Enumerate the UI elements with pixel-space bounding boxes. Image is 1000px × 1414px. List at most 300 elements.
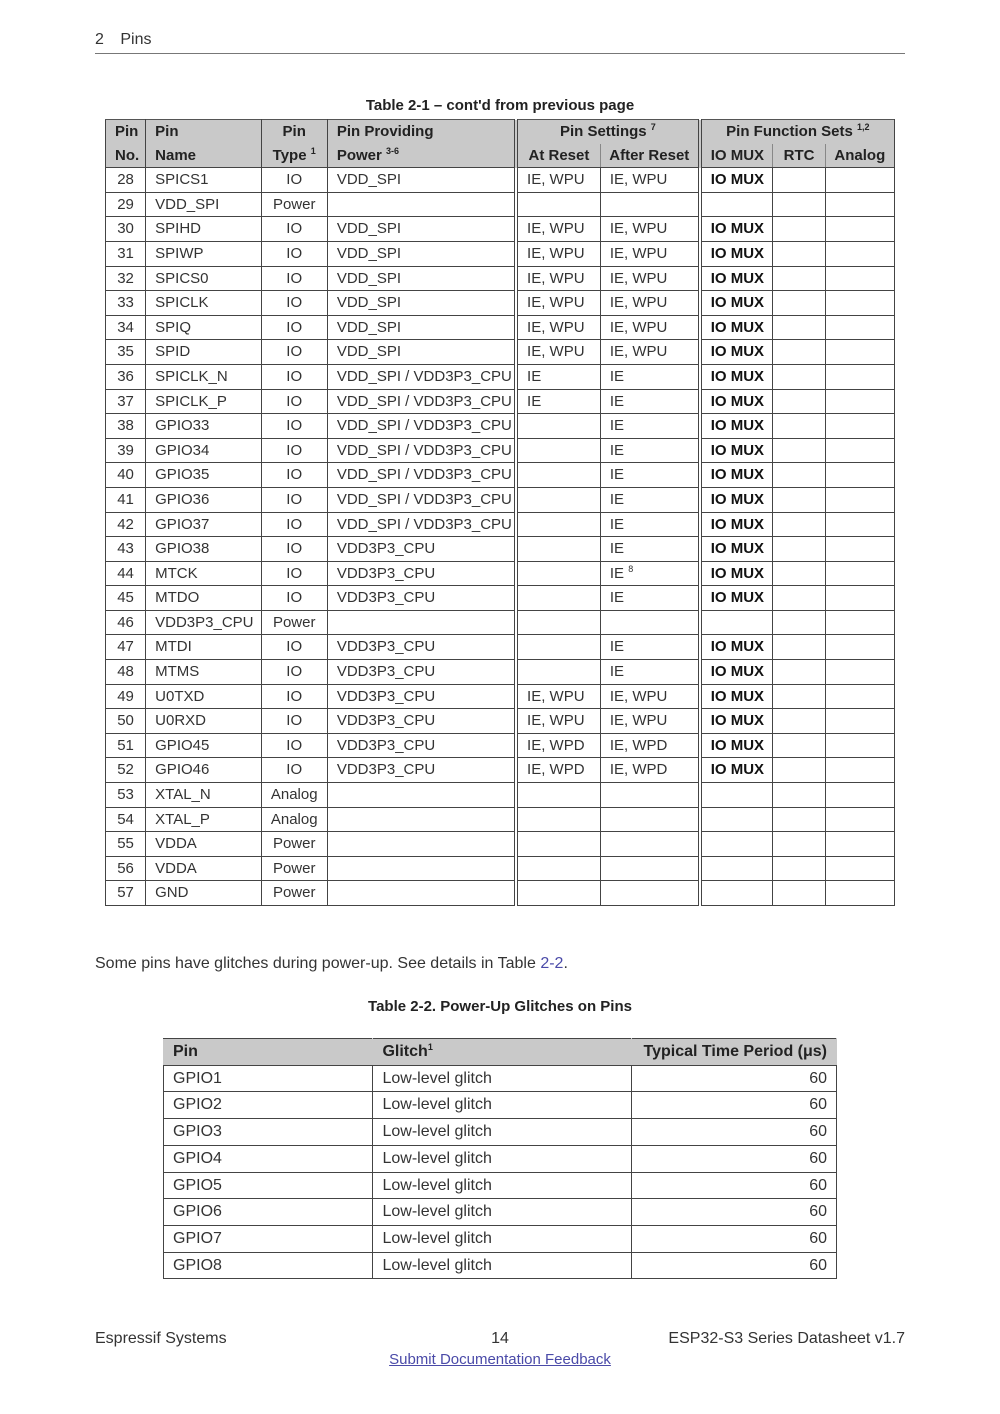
pin-type-cell: IO <box>261 660 327 685</box>
table-row <box>106 487 895 512</box>
rtc-cell <box>773 610 825 635</box>
power-cell: VDD_SPI <box>327 217 516 242</box>
pin-name-cell: SPICLK_P <box>146 389 261 414</box>
pin-number-cell: 53 <box>106 783 146 808</box>
at-reset-cell <box>516 463 600 488</box>
pin-name-cell: U0RXD <box>146 709 261 734</box>
pin-type-cell: IO <box>261 217 327 242</box>
at-reset-cell <box>516 610 600 635</box>
table1-caption: Table 2-1 – cont'd from previous page <box>365 97 635 114</box>
after-reset-cell: IE, WPU <box>600 217 699 242</box>
header-power: Pin Providing <box>327 120 516 144</box>
io-mux-cell: IO MUX <box>700 684 773 709</box>
analog-cell <box>825 807 894 832</box>
at-reset-cell: IE, WPU <box>516 315 600 340</box>
rtc-cell <box>773 414 825 439</box>
pin-name-cell: XTAL_N <box>146 783 261 808</box>
pin-name-cell: XTAL_P <box>146 807 261 832</box>
after-reset-cell: IE <box>600 364 699 389</box>
pin-type-cell: IO <box>261 364 327 389</box>
analog-cell <box>825 487 894 512</box>
analog-cell <box>825 389 894 414</box>
io-mux-cell: IO MUX <box>700 168 773 193</box>
pin-number-cell: 44 <box>106 561 146 586</box>
rtc-cell <box>773 463 825 488</box>
rtc-cell <box>773 340 825 365</box>
rtc-cell <box>773 512 825 537</box>
pin-number-cell: 57 <box>106 881 146 906</box>
power-cell: VDD3P3_CPU <box>327 660 516 685</box>
pin-type-cell: IO <box>261 733 327 758</box>
footer-company: Espressif Systems <box>95 1330 227 1347</box>
header-pin: Pin <box>164 1039 373 1066</box>
pin-name-cell: U0TXD <box>146 684 261 709</box>
power-cell: VDD3P3_CPU <box>327 586 516 611</box>
header-typical-time-period: Typical Time Period (μs) <box>631 1039 836 1066</box>
pin-number-cell: 56 <box>106 856 146 881</box>
analog-cell <box>825 241 894 266</box>
header-pin-name-line2: Name <box>146 144 261 168</box>
after-reset-cell <box>600 807 699 832</box>
table2-caption: Table 2-2. Power-Up Glitches on Pins <box>368 998 632 1015</box>
power-cell: VDD_SPI <box>327 291 516 316</box>
power-cell: VDD_SPI <box>327 315 516 340</box>
analog-cell <box>825 291 894 316</box>
after-reset-cell: IE <box>600 487 699 512</box>
pin-name-cell: GPIO36 <box>146 487 261 512</box>
at-reset-cell <box>516 856 600 881</box>
pin-number-cell: 54 <box>106 807 146 832</box>
table-row <box>164 1119 837 1146</box>
glitch-time-cell: 60 <box>631 1092 836 1119</box>
io-mux-cell: IO MUX <box>700 487 773 512</box>
glitch-time-cell: 60 <box>631 1199 836 1226</box>
rtc-cell <box>773 881 825 906</box>
header-pin-no-line2: No. <box>106 144 146 168</box>
rtc-cell <box>773 291 825 316</box>
pin-name-cell: GND <box>146 881 261 906</box>
chapter-number: 2 <box>95 31 104 48</box>
pin-number-cell: 33 <box>106 291 146 316</box>
pin-name-cell: GPIO35 <box>146 463 261 488</box>
after-reset-cell: IE, WPD <box>600 733 699 758</box>
glitch-type-cell: Low-level glitch <box>373 1199 632 1226</box>
pin-type-cell: IO <box>261 389 327 414</box>
rtc-cell <box>773 487 825 512</box>
table-row <box>106 414 895 439</box>
at-reset-cell <box>516 783 600 808</box>
header-power-line2: Power $^{3-6}$ <box>327 144 516 168</box>
table-row <box>106 512 895 537</box>
pin-number-cell: 49 <box>106 684 146 709</box>
analog-cell <box>825 192 894 217</box>
table-2-2-link[interactable]: 2-2 <box>540 955 564 972</box>
analog-cell <box>825 168 894 193</box>
analog-cell <box>825 438 894 463</box>
rtc-cell <box>773 586 825 611</box>
glitch-type-cell: Low-level glitch <box>373 1145 632 1172</box>
header-pin-settings: Pin Settings $^7$ <box>516 120 700 144</box>
glitch-type-cell: Low-level glitch <box>373 1172 632 1199</box>
glitch-pin-cell: GPIO1 <box>164 1065 373 1092</box>
header-after-reset: After Reset <box>600 144 699 168</box>
analog-cell <box>825 217 894 242</box>
after-reset-cell: IE <box>600 438 699 463</box>
pin-number-cell: 37 <box>106 389 146 414</box>
table-row <box>106 783 895 808</box>
pin-type-cell: IO <box>261 414 327 439</box>
table-row <box>164 1145 837 1172</box>
io-mux-cell: IO MUX <box>700 217 773 242</box>
power-cell <box>327 192 516 217</box>
power-cell: VDD_SPI / VDD3P3_CPU <box>327 487 516 512</box>
at-reset-cell <box>516 635 600 660</box>
table-row <box>106 832 895 857</box>
rtc-cell <box>773 709 825 734</box>
table-row <box>164 1172 837 1199</box>
pin-type-cell: IO <box>261 709 327 734</box>
table-row <box>164 1225 837 1252</box>
at-reset-cell <box>516 537 600 562</box>
io-mux-cell: IO MUX <box>700 438 773 463</box>
rtc-cell <box>773 168 825 193</box>
pin-number-cell: 30 <box>106 217 146 242</box>
pin-type-cell: IO <box>261 241 327 266</box>
at-reset-cell <box>516 438 600 463</box>
rtc-cell <box>773 783 825 808</box>
table-row <box>106 192 895 217</box>
io-mux-cell: IO MUX <box>700 340 773 365</box>
pin-type-cell: IO <box>261 487 327 512</box>
after-reset-cell: IE, WPU <box>600 266 699 291</box>
table-row <box>164 1092 837 1119</box>
power-cell: VDD_SPI <box>327 340 516 365</box>
analog-cell <box>825 783 894 808</box>
analog-cell <box>825 684 894 709</box>
io-mux-cell: IO MUX <box>700 537 773 562</box>
at-reset-cell <box>516 881 600 906</box>
pin-type-cell: IO <box>261 758 327 783</box>
pin-type-cell: IO <box>261 512 327 537</box>
pin-name-cell: SPICS0 <box>146 266 261 291</box>
table-row <box>106 856 895 881</box>
pin-type-cell: IO <box>261 635 327 660</box>
after-reset-cell: IE <box>600 660 699 685</box>
at-reset-cell <box>516 487 600 512</box>
io-mux-cell: IO MUX <box>700 291 773 316</box>
after-reset-cell: IE <box>600 586 699 611</box>
rtc-cell <box>773 192 825 217</box>
io-mux-cell <box>700 610 773 635</box>
after-reset-cell: IE, WPU <box>600 684 699 709</box>
analog-cell <box>825 266 894 291</box>
pin-number-cell: 55 <box>106 832 146 857</box>
table-row <box>106 315 895 340</box>
pin-number-cell: 39 <box>106 438 146 463</box>
pin-name-cell: SPICLK <box>146 291 261 316</box>
io-mux-cell: IO MUX <box>700 266 773 291</box>
at-reset-cell <box>516 832 600 857</box>
rtc-cell <box>773 315 825 340</box>
rtc-cell <box>773 856 825 881</box>
table-row <box>164 1252 837 1279</box>
header-pin-name: Pin <box>146 120 261 144</box>
analog-cell <box>825 340 894 365</box>
power-cell <box>327 832 516 857</box>
at-reset-cell: IE <box>516 389 600 414</box>
power-cell: VDD_SPI / VDD3P3_CPU <box>327 414 516 439</box>
pin-name-cell: MTDI <box>146 635 261 660</box>
table-row <box>106 635 895 660</box>
rtc-cell <box>773 733 825 758</box>
table-row <box>106 537 895 562</box>
table-row <box>106 217 895 242</box>
table-row <box>106 266 895 291</box>
table-row <box>106 364 895 389</box>
pin-type-cell: IO <box>261 266 327 291</box>
table-row <box>106 291 895 316</box>
pin-name-cell: GPIO33 <box>146 414 261 439</box>
table-row <box>106 586 895 611</box>
table-row <box>106 561 895 586</box>
pin-type-cell: IO <box>261 561 327 586</box>
power-cell: VDD3P3_CPU <box>327 537 516 562</box>
io-mux-cell <box>700 807 773 832</box>
glitch-time-cell: 60 <box>631 1065 836 1092</box>
io-mux-cell: IO MUX <box>700 241 773 266</box>
after-reset-cell <box>600 856 699 881</box>
pin-type-cell: IO <box>261 315 327 340</box>
after-reset-cell: IE $^8$ <box>600 561 699 586</box>
pin-number-cell: 34 <box>106 315 146 340</box>
at-reset-cell: IE, WPU <box>516 709 600 734</box>
pin-name-cell: MTDO <box>146 586 261 611</box>
pin-number-cell: 51 <box>106 733 146 758</box>
glitch-time-cell: 60 <box>631 1119 836 1146</box>
header-pin-type-line2: Type $^1$ <box>261 144 327 168</box>
pin-name-cell: SPIQ <box>146 315 261 340</box>
analog-cell <box>825 733 894 758</box>
power-cell <box>327 881 516 906</box>
pin-name-cell: SPICS1 <box>146 168 261 193</box>
pin-name-cell: GPIO37 <box>146 512 261 537</box>
analog-cell <box>825 315 894 340</box>
pin-type-cell: IO <box>261 586 327 611</box>
glitch-type-cell: Low-level glitch <box>373 1092 632 1119</box>
table-row <box>106 241 895 266</box>
power-cell: VDD_SPI <box>327 241 516 266</box>
power-cell: VDD_SPI / VDD3P3_CPU <box>327 463 516 488</box>
after-reset-cell: IE, WPD <box>600 758 699 783</box>
pin-type-cell: IO <box>261 340 327 365</box>
header-pin-function-sets: Pin Function Sets $^{1,2}$ <box>700 120 895 144</box>
footer-page-number: 14 <box>491 1330 509 1347</box>
io-mux-cell: IO MUX <box>700 364 773 389</box>
io-mux-cell <box>700 832 773 857</box>
pin-name-cell: MTMS <box>146 660 261 685</box>
at-reset-cell <box>516 586 600 611</box>
pin-number-cell: 50 <box>106 709 146 734</box>
glitch-time-cell: 60 <box>631 1172 836 1199</box>
table-row <box>106 684 895 709</box>
pin-name-cell: GPIO45 <box>146 733 261 758</box>
analog-cell <box>825 758 894 783</box>
table-row <box>164 1199 837 1226</box>
io-mux-cell: IO MUX <box>700 586 773 611</box>
power-cell: VDD3P3_CPU <box>327 709 516 734</box>
pin-type-cell: IO <box>261 463 327 488</box>
analog-cell <box>825 561 894 586</box>
table-row <box>106 438 895 463</box>
power-cell: VDD3P3_CPU <box>327 635 516 660</box>
pin-number-cell: 48 <box>106 660 146 685</box>
after-reset-cell <box>600 610 699 635</box>
io-mux-cell <box>700 881 773 906</box>
after-reset-cell: IE, WPU <box>600 315 699 340</box>
pin-type-cell: IO <box>261 438 327 463</box>
io-mux-cell: IO MUX <box>700 414 773 439</box>
power-cell: VDD3P3_CPU <box>327 561 516 586</box>
pin-number-cell: 28 <box>106 168 146 193</box>
pin-number-cell: 41 <box>106 487 146 512</box>
rtc-cell <box>773 537 825 562</box>
at-reset-cell: IE, WPU <box>516 241 600 266</box>
glitch-pin-cell: GPIO7 <box>164 1225 373 1252</box>
rtc-cell <box>773 266 825 291</box>
analog-cell <box>825 586 894 611</box>
rtc-cell <box>773 684 825 709</box>
after-reset-cell: IE, WPU <box>600 709 699 734</box>
after-reset-cell <box>600 783 699 808</box>
io-mux-cell: IO MUX <box>700 561 773 586</box>
table-row <box>106 610 895 635</box>
analog-cell <box>825 414 894 439</box>
power-cell: VDD3P3_CPU <box>327 733 516 758</box>
header-pin-no: Pin <box>106 120 146 144</box>
header-analog: Analog <box>825 144 894 168</box>
rtc-cell <box>773 758 825 783</box>
power-cell: VDD3P3_CPU <box>327 758 516 783</box>
pin-name-cell: SPID <box>146 340 261 365</box>
pin-name-cell: VDDA <box>146 856 261 881</box>
pin-number-cell: 45 <box>106 586 146 611</box>
power-cell: VDD_SPI / VDD3P3_CPU <box>327 364 516 389</box>
pin-type-cell: Analog <box>261 783 327 808</box>
table-row <box>106 709 895 734</box>
glitch-type-cell: Low-level glitch <box>373 1225 632 1252</box>
pin-name-cell: GPIO38 <box>146 537 261 562</box>
pin-name-cell: VDDA <box>146 832 261 857</box>
analog-cell <box>825 512 894 537</box>
glitch-type-cell: Low-level glitch <box>373 1065 632 1092</box>
pin-type-cell: Power <box>261 192 327 217</box>
power-cell: VDD_SPI / VDD3P3_CPU <box>327 512 516 537</box>
power-cell <box>327 807 516 832</box>
pin-number-cell: 29 <box>106 192 146 217</box>
glitch-time-cell: 60 <box>631 1145 836 1172</box>
at-reset-cell: IE, WPU <box>516 168 600 193</box>
at-reset-cell: IE, WPU <box>516 217 600 242</box>
chapter-title: Pins <box>120 31 152 48</box>
glitch-pin-cell: GPIO6 <box>164 1199 373 1226</box>
pin-name-cell: SPIHD <box>146 217 261 242</box>
after-reset-cell: IE, WPU <box>600 241 699 266</box>
after-reset-cell: IE <box>600 414 699 439</box>
table-row <box>106 758 895 783</box>
pin-number-cell: 43 <box>106 537 146 562</box>
glitch-time-cell: 60 <box>631 1252 836 1279</box>
power-cell <box>327 610 516 635</box>
pin-number-cell: 42 <box>106 512 146 537</box>
glitch-time-cell: 60 <box>631 1225 836 1252</box>
power-cell <box>327 856 516 881</box>
table-row <box>106 463 895 488</box>
pin-type-cell: IO <box>261 537 327 562</box>
pin-name-cell: SPICLK_N <box>146 364 261 389</box>
io-mux-cell: IO MUX <box>700 389 773 414</box>
pin-name-cell: SPIWP <box>146 241 261 266</box>
analog-cell <box>825 635 894 660</box>
rtc-cell <box>773 561 825 586</box>
pin-name-cell: GPIO34 <box>146 438 261 463</box>
rtc-cell <box>773 635 825 660</box>
io-mux-cell: IO MUX <box>700 512 773 537</box>
at-reset-cell: IE, WPU <box>516 340 600 365</box>
io-mux-cell: IO MUX <box>700 463 773 488</box>
analog-cell <box>825 463 894 488</box>
pin-number-cell: 40 <box>106 463 146 488</box>
pin-type-cell: Power <box>261 832 327 857</box>
pin-name-cell: VDD3P3_CPU <box>146 610 261 635</box>
io-mux-cell: IO MUX <box>700 733 773 758</box>
after-reset-cell: IE, WPU <box>600 168 699 193</box>
pin-number-cell: 52 <box>106 758 146 783</box>
io-mux-cell: IO MUX <box>700 758 773 783</box>
after-reset-cell <box>600 832 699 857</box>
rtc-cell <box>773 832 825 857</box>
pin-type-cell: IO <box>261 291 327 316</box>
pin-number-cell: 46 <box>106 610 146 635</box>
io-mux-cell: IO MUX <box>700 315 773 340</box>
rtc-cell <box>773 241 825 266</box>
after-reset-cell: IE <box>600 537 699 562</box>
table-row <box>106 807 895 832</box>
power-cell: VDD_SPI / VDD3P3_CPU <box>327 438 516 463</box>
table-row <box>106 340 895 365</box>
at-reset-cell: IE, WPD <box>516 733 600 758</box>
io-mux-cell <box>700 856 773 881</box>
io-mux-cell: IO MUX <box>700 660 773 685</box>
pin-number-cell: 31 <box>106 241 146 266</box>
running-header <box>95 31 905 54</box>
table-row <box>106 389 895 414</box>
glitch-paragraph: Some pins have glitches during power-up. See details in Table 2-2. <box>95 955 568 972</box>
table-row <box>106 881 895 906</box>
at-reset-cell: IE, WPD <box>516 758 600 783</box>
table-row <box>106 660 895 685</box>
analog-cell <box>825 709 894 734</box>
rtc-cell <box>773 364 825 389</box>
at-reset-cell <box>516 414 600 439</box>
at-reset-cell: IE <box>516 364 600 389</box>
pin-name-cell: VDD_SPI <box>146 192 261 217</box>
pin-number-cell: 36 <box>106 364 146 389</box>
analog-cell <box>825 832 894 857</box>
pin-table <box>105 119 895 906</box>
analog-cell <box>825 660 894 685</box>
after-reset-cell: IE, WPU <box>600 340 699 365</box>
submit-feedback-link[interactable]: Submit Documentation Feedback <box>389 1351 611 1368</box>
